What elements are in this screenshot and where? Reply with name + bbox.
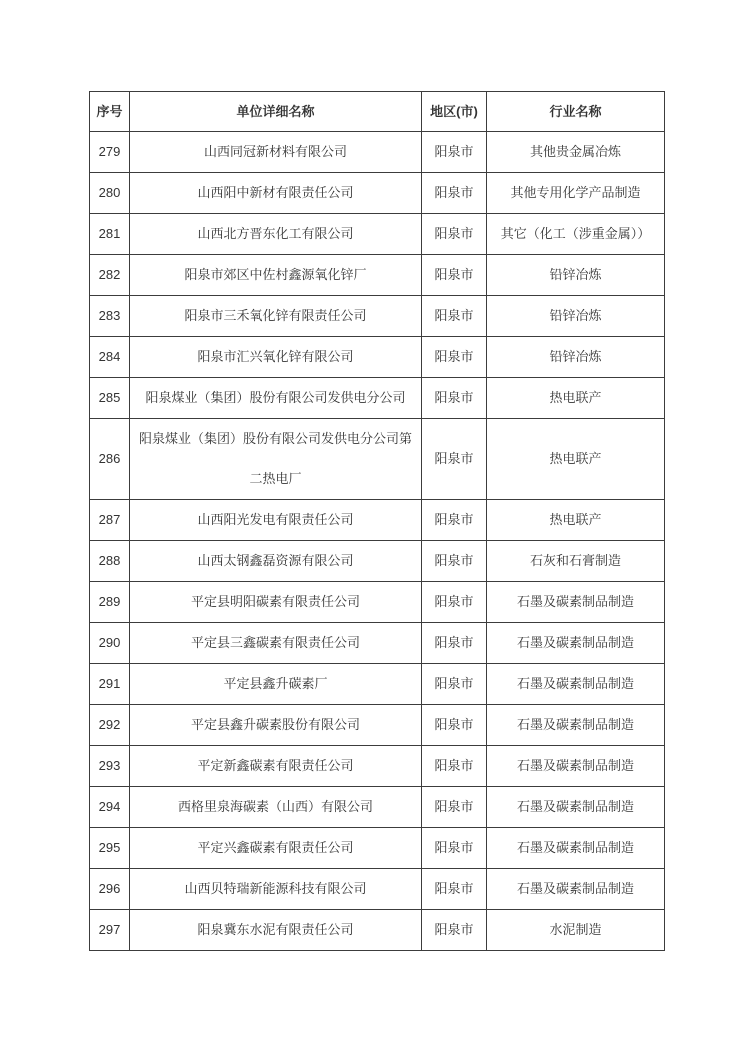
cell-unit-name: 平定县三鑫碳素有限责任公司	[130, 623, 422, 664]
cell-unit-name: 阳泉市郊区中佐村鑫源氧化锌厂	[130, 255, 422, 296]
cell-industry: 石墨及碳素制品制造	[487, 582, 665, 623]
cell-unit-name: 阳泉市三禾氧化锌有限责任公司	[130, 296, 422, 337]
cell-region: 阳泉市	[422, 214, 487, 255]
cell-industry: 石灰和石膏制造	[487, 541, 665, 582]
cell-industry: 其它（化工（涉重金属））	[487, 214, 665, 255]
cell-unit-name: 阳泉冀东水泥有限责任公司	[130, 910, 422, 951]
table-row	[90, 255, 665, 296]
cell-industry: 石墨及碳素制品制造	[487, 746, 665, 787]
cell-region: 阳泉市	[422, 664, 487, 705]
cell-industry: 石墨及碳素制品制造	[487, 664, 665, 705]
cell-unit-name: 平定县鑫升碳素股份有限公司	[130, 705, 422, 746]
cell-unit-name: 西格里泉海碳素（山西）有限公司	[130, 787, 422, 828]
table-row	[90, 541, 665, 582]
cell-industry: 石墨及碳素制品制造	[487, 869, 665, 910]
table-row	[90, 337, 665, 378]
table-body	[90, 132, 665, 951]
cell-industry: 石墨及碳素制品制造	[487, 787, 665, 828]
cell-region: 阳泉市	[422, 132, 487, 173]
cell-region: 阳泉市	[422, 787, 487, 828]
cell-unit-name: 山西贝特瑞新能源科技有限公司	[130, 869, 422, 910]
cell-region: 阳泉市	[422, 705, 487, 746]
table-row	[90, 623, 665, 664]
cell-unit-name: 平定兴鑫碳素有限责任公司	[130, 828, 422, 869]
cell-unit-name: 阳泉市汇兴氧化锌有限公司	[130, 337, 422, 378]
cell-unit-name: 山西太钢鑫磊资源有限公司	[130, 541, 422, 582]
cell-serial-number: 282	[90, 255, 130, 296]
table-row	[90, 582, 665, 623]
table-row	[90, 746, 665, 787]
cell-industry: 热电联产	[487, 500, 665, 541]
cell-unit-name: 山西北方晋东化工有限公司	[130, 214, 422, 255]
header-unit-name: 单位详细名称	[130, 92, 422, 132]
cell-serial-number: 289	[90, 582, 130, 623]
table-row	[90, 132, 665, 173]
table-row	[90, 419, 665, 500]
table-row	[90, 910, 665, 951]
cell-region: 阳泉市	[422, 419, 487, 500]
cell-serial-number: 295	[90, 828, 130, 869]
cell-industry: 铅锌冶炼	[487, 337, 665, 378]
cell-region: 阳泉市	[422, 173, 487, 214]
cell-industry: 热电联产	[487, 378, 665, 419]
cell-serial-number: 283	[90, 296, 130, 337]
cell-region: 阳泉市	[422, 746, 487, 787]
table-row	[90, 214, 665, 255]
cell-serial-number: 287	[90, 500, 130, 541]
cell-unit-name: 阳泉煤业（集团）股份有限公司发供电分公司	[130, 378, 422, 419]
table-row	[90, 173, 665, 214]
cell-industry: 其他贵金属冶炼	[487, 132, 665, 173]
table-header-row	[90, 92, 665, 132]
cell-industry: 水泥制造	[487, 910, 665, 951]
cell-unit-name: 山西同冠新材料有限公司	[130, 132, 422, 173]
cell-region: 阳泉市	[422, 869, 487, 910]
cell-industry: 铅锌冶炼	[487, 255, 665, 296]
header-region: 地区(市)	[422, 92, 487, 132]
cell-serial-number: 280	[90, 173, 130, 214]
cell-serial-number: 294	[90, 787, 130, 828]
cell-region: 阳泉市	[422, 337, 487, 378]
table-row	[90, 500, 665, 541]
cell-serial-number: 297	[90, 910, 130, 951]
table-row	[90, 296, 665, 337]
cell-unit-name: 平定县明阳碳素有限责任公司	[130, 582, 422, 623]
cell-serial-number: 285	[90, 378, 130, 419]
cell-unit-name: 山西阳中新材有限责任公司	[130, 173, 422, 214]
company-table	[89, 91, 665, 951]
cell-region: 阳泉市	[422, 296, 487, 337]
table-row	[90, 787, 665, 828]
cell-serial-number: 292	[90, 705, 130, 746]
table-row	[90, 869, 665, 910]
cell-region: 阳泉市	[422, 255, 487, 296]
cell-region: 阳泉市	[422, 582, 487, 623]
header-serial-number: 序号	[90, 92, 130, 132]
cell-industry: 铅锌冶炼	[487, 296, 665, 337]
cell-region: 阳泉市	[422, 623, 487, 664]
cell-industry: 石墨及碳素制品制造	[487, 705, 665, 746]
cell-serial-number: 281	[90, 214, 130, 255]
cell-unit-name: 平定县鑫升碳素厂	[130, 664, 422, 705]
table-row	[90, 378, 665, 419]
cell-industry: 其他专用化学产品制造	[487, 173, 665, 214]
table-row	[90, 705, 665, 746]
cell-unit-name: 阳泉煤业（集团）股份有限公司发供电分公司第二热电厂	[130, 419, 422, 500]
cell-serial-number: 279	[90, 132, 130, 173]
cell-unit-name: 平定新鑫碳素有限责任公司	[130, 746, 422, 787]
table-row	[90, 664, 665, 705]
cell-serial-number: 291	[90, 664, 130, 705]
cell-unit-name: 山西阳光发电有限责任公司	[130, 500, 422, 541]
cell-region: 阳泉市	[422, 828, 487, 869]
cell-region: 阳泉市	[422, 378, 487, 419]
cell-region: 阳泉市	[422, 910, 487, 951]
cell-region: 阳泉市	[422, 500, 487, 541]
header-industry: 行业名称	[487, 92, 665, 132]
cell-industry: 石墨及碳素制品制造	[487, 623, 665, 664]
cell-serial-number: 288	[90, 541, 130, 582]
cell-serial-number: 296	[90, 869, 130, 910]
cell-serial-number: 293	[90, 746, 130, 787]
cell-industry: 石墨及碳素制品制造	[487, 828, 665, 869]
cell-serial-number: 290	[90, 623, 130, 664]
table-row	[90, 828, 665, 869]
cell-industry: 热电联产	[487, 419, 665, 500]
cell-serial-number: 286	[90, 419, 130, 500]
table-header	[90, 92, 665, 132]
cell-region: 阳泉市	[422, 541, 487, 582]
cell-serial-number: 284	[90, 337, 130, 378]
